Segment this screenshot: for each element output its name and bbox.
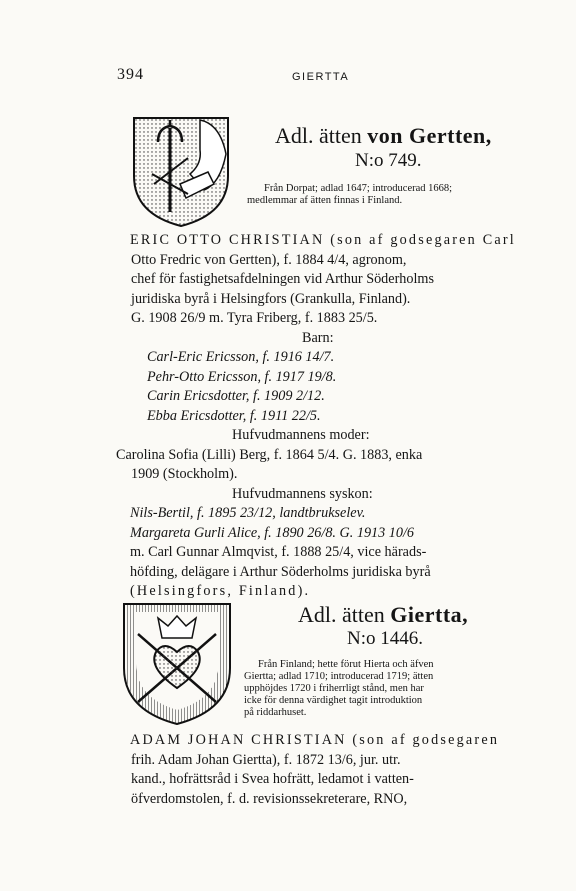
- entry-line: Otto Fredric von Gertten), f. 1884 4/4, agronom,: [131, 251, 407, 268]
- family-name: Giertta,: [390, 602, 469, 627]
- sibling-entry: Margareta Gurli Alice, f. 1890 26/8. G. 1913 10/6: [130, 524, 414, 541]
- entry-line: kand., hofrättsråd i Svea hofrätt, ledamot i vatten-: [131, 771, 414, 787]
- family-title-prefix: Adl. ätten: [298, 602, 385, 627]
- running-head: GIERTTA: [292, 71, 350, 83]
- section-heading: Barn:: [302, 329, 334, 346]
- entry-line: 1909 (Stockholm).: [131, 466, 238, 482]
- family-note-1-line-1: Från Dorpat; adlad 1647; introducerad 1668;: [264, 183, 453, 194]
- family-note-2: [244, 659, 564, 719]
- page-number: 394: [117, 66, 144, 83]
- note-line: upphöjdes 1720 i friherrligt stånd, men har: [244, 683, 424, 694]
- entry-line: (Helsingfors, Finland).: [130, 583, 311, 599]
- entry-line: frih. Adam Johan Giertta), f. 1872 13/6, jur. utr.: [131, 751, 401, 768]
- sibling-entry: Nils-Bertil, f. 1895 23/12, landtbrukselev.: [130, 505, 366, 521]
- family-name: von Gertten,: [367, 123, 492, 148]
- entry-line: Carolina Sofia (Lilli) Berg, f. 1864 5/4. G. 1883, enka: [116, 446, 423, 463]
- family-title-prefix: Adl. ätten: [275, 123, 362, 148]
- child-entry: Pehr-Otto Ericsson, f. 1917 19/8.: [147, 368, 337, 385]
- family-1-entry: [116, 231, 566, 602]
- note-line: Från Finland; hette förut Hierta och äfven: [258, 659, 434, 670]
- child-entry: Carin Ericsdotter, f. 1909 2/12.: [147, 388, 325, 404]
- note-line: på riddarhuset.: [244, 707, 307, 718]
- family-note-1-line-2: medlemmar af ätten finnas i Finland.: [247, 195, 403, 206]
- family-2-entry: [116, 731, 566, 809]
- coat-of-arms-arm-trident-icon: [130, 114, 232, 228]
- entry-line: ERIC OTTO CHRISTIAN (son af godsegaren Carl: [130, 232, 516, 248]
- entry-line: ADAM JOHAN CHRISTIAN (son af godsegaren: [130, 732, 500, 748]
- family-number-2: N:o 1446.: [347, 628, 423, 649]
- entry-line: G. 1908 26/9 m. Tyra Friberg, f. 1883 25/5.: [131, 310, 378, 326]
- section-heading: Hufvudmannens syskon:: [232, 485, 373, 502]
- note-line: icke för denna värdighet tagit introduktion: [244, 695, 423, 706]
- entry-line: öfverdomstolen, f. d. revisionssekreterare, RNO,: [131, 790, 408, 807]
- entry-line: höfding, delägare i Arthur Söderholms juridiska byrå: [130, 563, 431, 580]
- entry-line: chef för fastighetsafdelningen vid Arthur Söderholms: [131, 271, 434, 287]
- coat-of-arms-heart-arrows-icon: [118, 598, 236, 728]
- child-entry: Ebba Ericsdotter, f. 1911 22/5.: [147, 407, 321, 424]
- entry-line: juridiska byrå i Helsingfors (Grankulla, Finland).: [131, 290, 411, 307]
- family-title-2: [298, 602, 468, 628]
- note-line: Giertta; adlad 1710; introducerad 1719; ätten: [244, 671, 434, 682]
- family-title-1: [275, 123, 492, 149]
- child-entry: Carl-Eric Ericsson, f. 1916 14/7.: [147, 349, 335, 365]
- family-number-1: N:o 749.: [355, 150, 422, 171]
- entry-line: m. Carl Gunnar Almqvist, f. 1888 25/4, vice härads-: [130, 544, 427, 560]
- section-heading: Hufvudmannens moder:: [232, 427, 370, 443]
